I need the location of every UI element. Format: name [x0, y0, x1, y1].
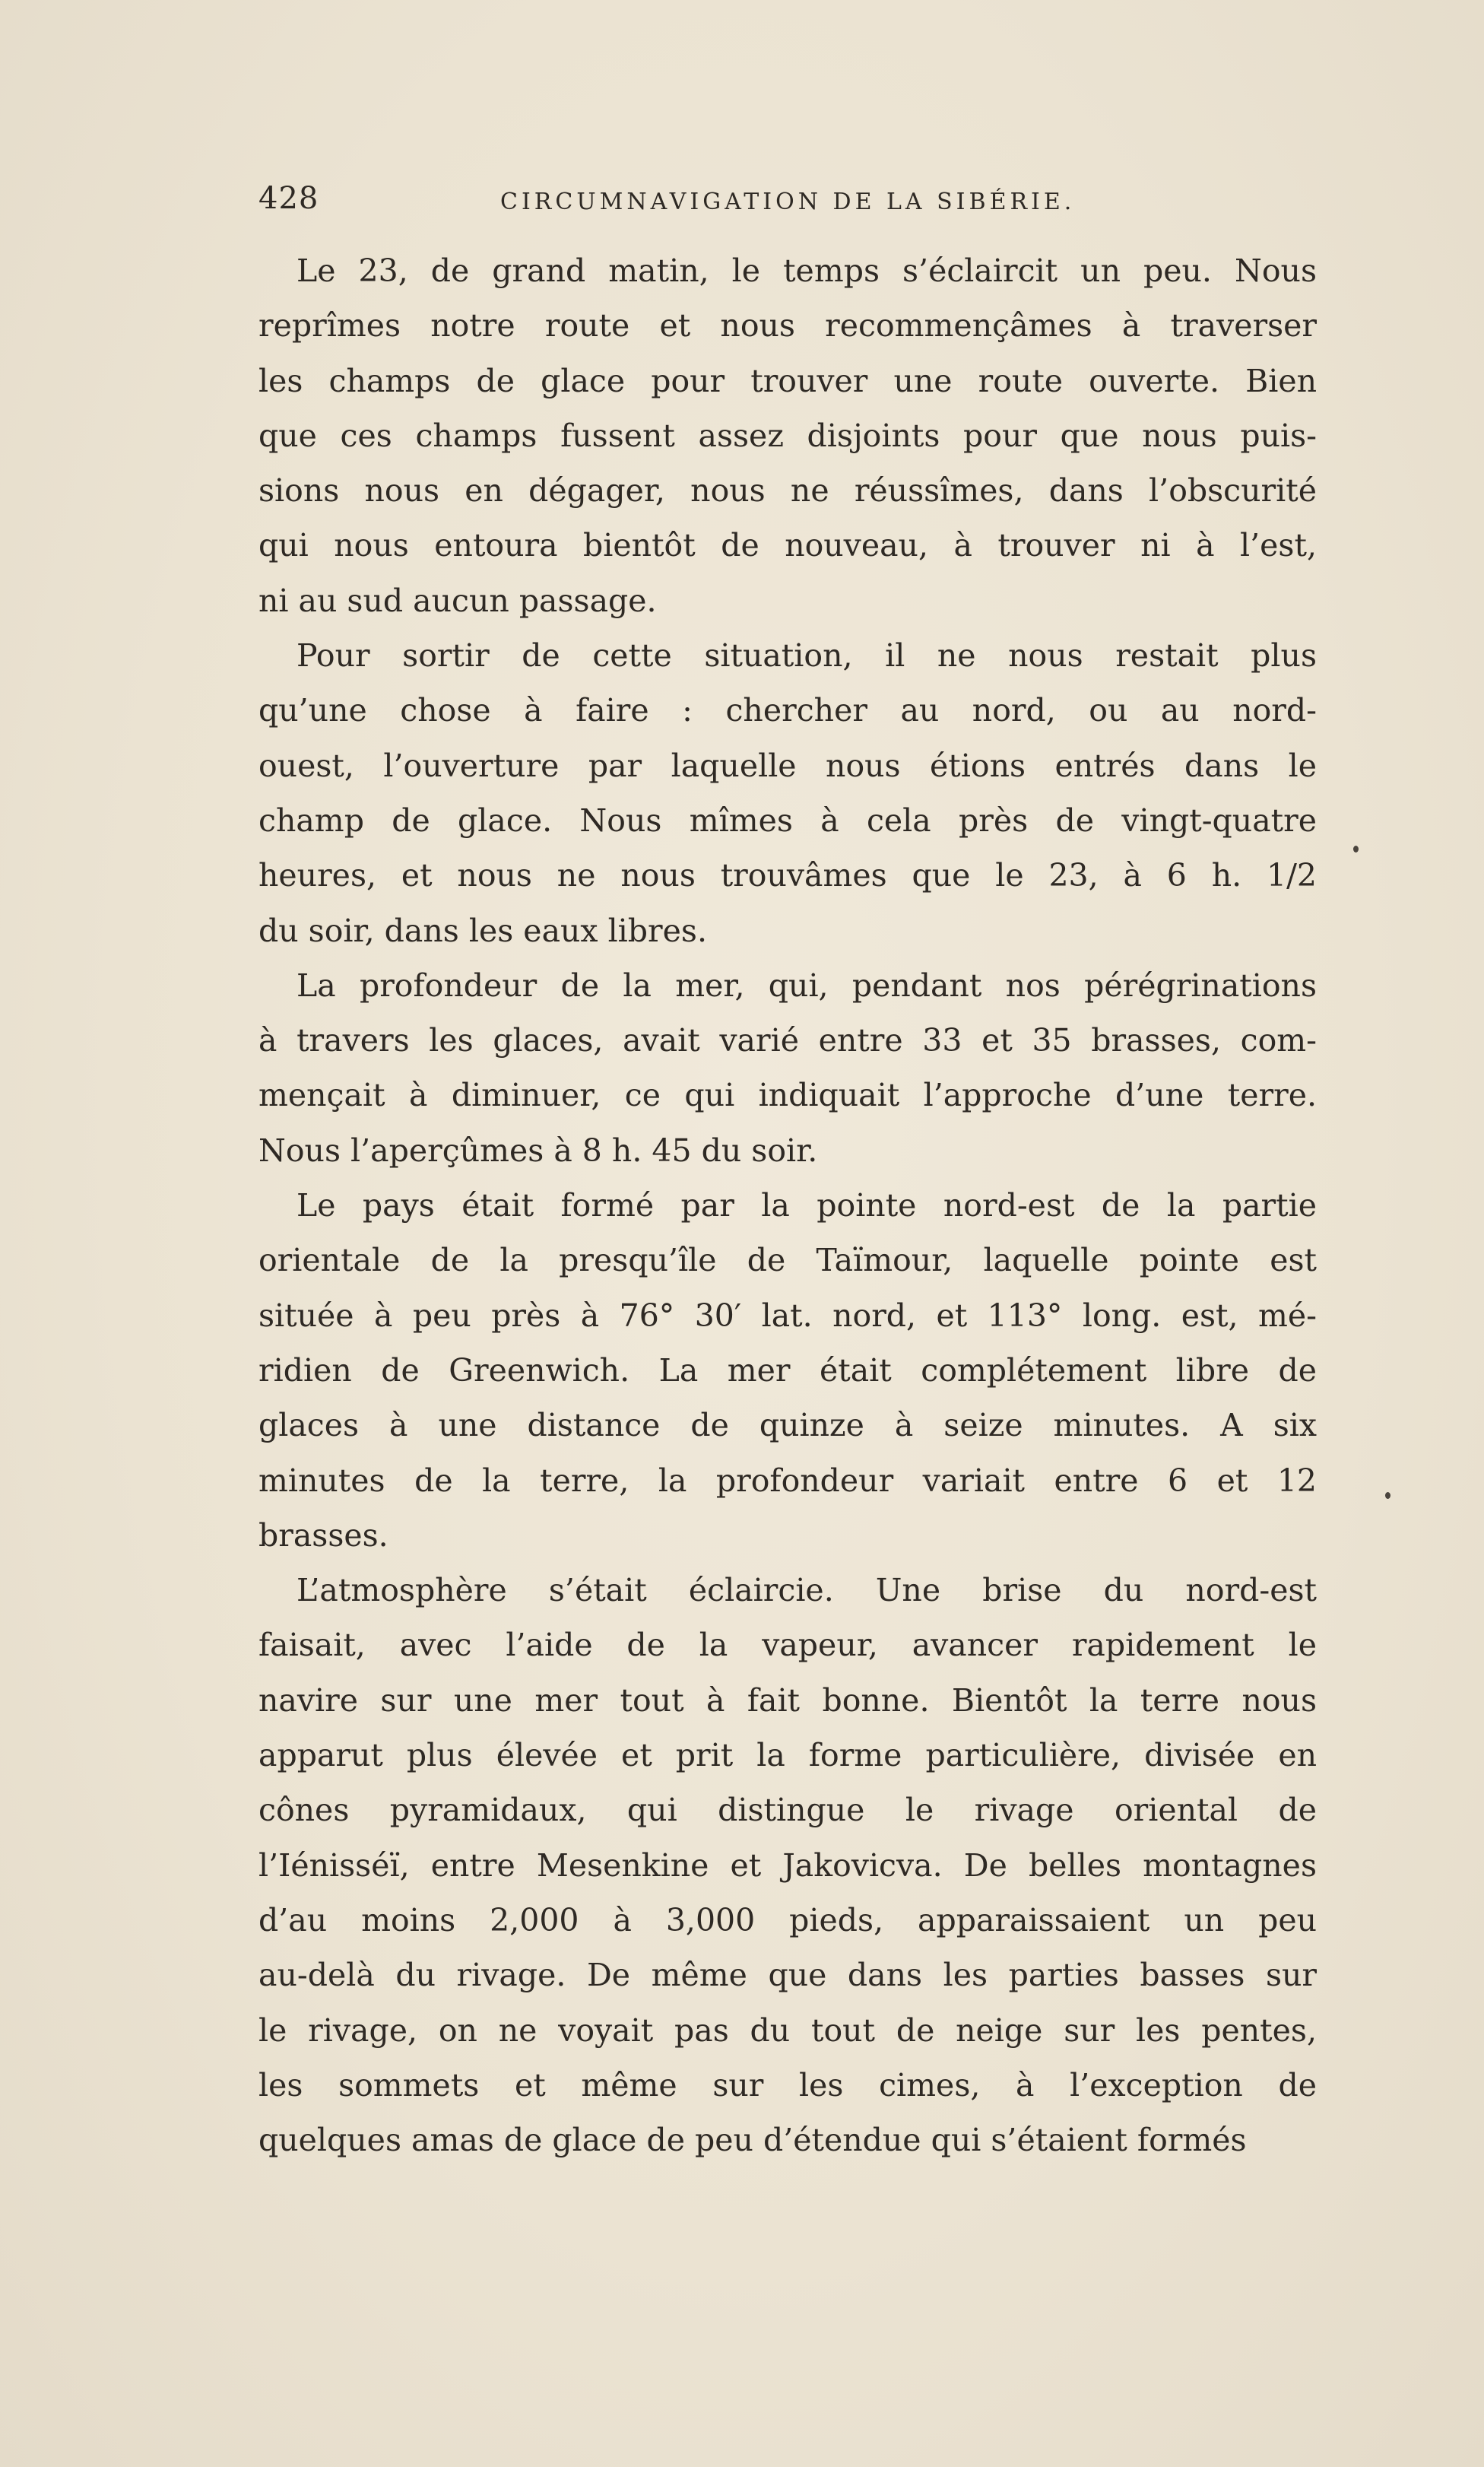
text-line: ouest, l’ouverture par laquelle nous étions entrés dans le: [258, 747, 1317, 784]
body-text: [258, 243, 1317, 2167]
text-line: Nous l’aperçûmes à 8 h. 45 du soir.: [258, 1132, 818, 1169]
text-line: La profondeur de la mer, qui, pendant nos pérégrinations: [296, 967, 1317, 1004]
ink-speck: [1385, 1492, 1390, 1499]
running-title: CIRCUMNAVIGATION DE LA SIBÉRIE.: [500, 189, 1076, 215]
text-line: heures, et nous ne nous trouvâmes que le 23, à 6 h. 1/2: [258, 857, 1317, 894]
text-line: quelques amas de glace de peu d’étendue qui s’étaient formés: [258, 2122, 1247, 2159]
paragraph: [258, 958, 1317, 1178]
text-line: les champs de glace pour trouver une route ouverte. Bien: [258, 362, 1317, 399]
text-line: que ces champs fussent assez disjoints pour que nous puis-: [258, 417, 1317, 454]
text-line: cônes pyramidaux, qui distingue le rivage oriental de: [258, 1792, 1317, 1829]
text-line: ni au sud aucun passage.: [258, 582, 657, 619]
text-line: glaces à une distance de quinze à seize minutes. A six: [258, 1407, 1317, 1444]
text-line: au-delà du rivage. De même que dans les parties basses sur: [258, 1957, 1317, 1994]
ink-speck: [1353, 846, 1359, 852]
paragraph: [258, 243, 1317, 628]
text-line: d’au moins 2,000 à 3,000 pieds, apparaissaient un peu: [258, 1901, 1317, 1938]
text-line: le rivage, on ne voyait pas du tout de neige sur les pentes,: [258, 2011, 1317, 2049]
text-line: ridien de Greenwich. La mer était complétement libre de: [258, 1351, 1317, 1389]
page-number: 428: [258, 181, 319, 216]
text-line: champ de glace. Nous mîmes à cela près de vingt-quatre: [258, 802, 1317, 839]
text-line: qu’une chose à faire : chercher au nord, ou au nord-: [258, 692, 1317, 729]
text-line: reprîmes notre route et nous recommençâmes à traverser: [258, 307, 1317, 344]
text-line: Le 23, de grand matin, le temps s’éclaircit un peu. Nous: [296, 252, 1317, 289]
page-header: [258, 181, 1323, 227]
text-line: navire sur une mer tout à fait bonne. Bientôt la terre nous: [258, 1681, 1317, 1719]
paragraph: [258, 1563, 1317, 2167]
text-line: située à peu près à 76° 30′ lat. nord, et 113° long. est, mé-: [258, 1297, 1317, 1334]
text-line: orientale de la presqu’île de Taïmour, laquelle pointe est: [258, 1242, 1317, 1279]
text-line: sions nous en dégager, nous ne réussîmes, dans l’obscurité: [258, 472, 1317, 510]
paragraph: [258, 1178, 1317, 1563]
text-line: qui nous entoura bientôt de nouveau, à trouver ni à l’est,: [258, 527, 1317, 564]
text-line: L’atmosphère s’était éclaircie. Une brise du nord-est: [296, 1572, 1317, 1609]
text-line: du soir, dans les eaux libres.: [258, 912, 707, 949]
text-line: apparut plus élevée et prit la forme particulière, divisée en: [258, 1737, 1317, 1774]
text-line: minutes de la terre, la profondeur variait entre 6 et 12: [258, 1462, 1317, 1499]
text-line: brasses.: [258, 1516, 388, 1554]
text-line: les sommets et même sur les cimes, à l’exception de: [258, 2066, 1317, 2103]
text-line: l’Iénisséï, entre Mesenkine et Jakovicva. De belles montagnes: [258, 1846, 1317, 1884]
paragraph: [258, 628, 1317, 958]
text-line: mençait à diminuer, ce qui indiquait l’approche d’une terre.: [258, 1077, 1317, 1114]
text-line: Le pays était formé par la pointe nord-est de la partie: [296, 1187, 1317, 1224]
text-line: Pour sortir de cette situation, il ne nous restait plus: [296, 637, 1317, 675]
text-line: à travers les glaces, avait varié entre 33 et 35 brasses, com-: [258, 1022, 1317, 1059]
text-line: faisait, avec l’aide de la vapeur, avancer rapidement le: [258, 1627, 1317, 1664]
